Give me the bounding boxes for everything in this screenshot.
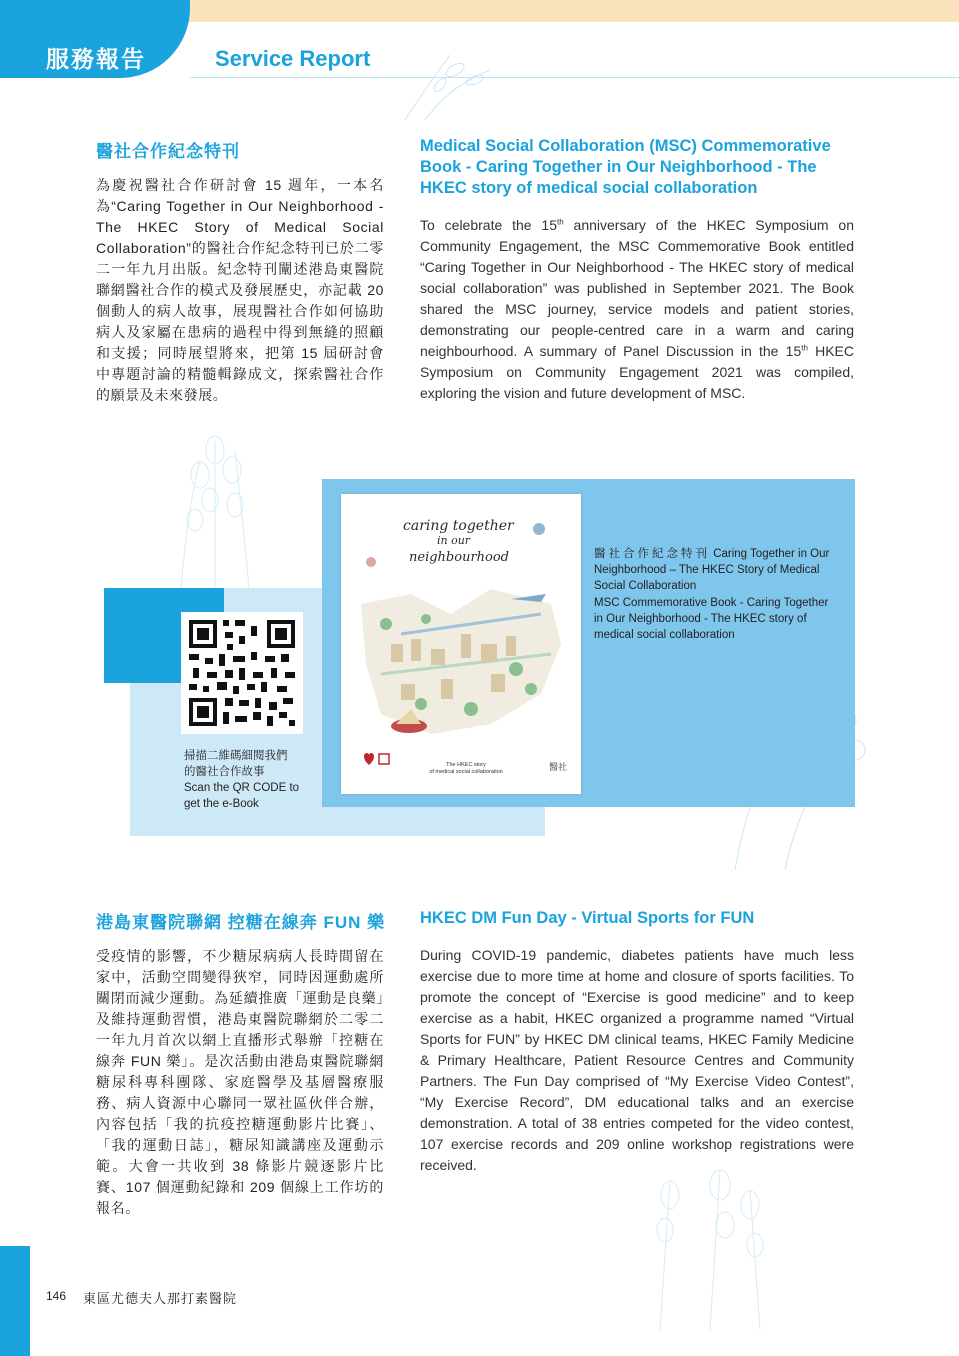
qr-caption [184, 748, 334, 812]
dm-body-en: During COVID-19 pandemic, diabetes patients have much less exercise due to more time at home and closure of sports facilities. To promote the concept of “Exercise is good medicine” and to keep exercise as a habit, HKEC organized a programme named “Virtual Sports for FUN” by HKEC DM clinical teams, HKEC Family Medicine & Primary Healthcare, Patient Resource Centres and Community Partners. The Fun Day comprised of “My Exercise Video Contest”, “My Exercise Record”, DM educational talks and an exercise demonstration. A total of 38 entries competed for the video contest, 107 exercise records and 209 online workshop registrations were received. [420, 947, 854, 1173]
header-divider [190, 77, 959, 78]
cover-subtitle [411, 762, 521, 776]
cover-title-line: caring together [403, 518, 514, 534]
flower-decoration-icon [395, 50, 505, 125]
cover-subtitle-line: The HKEC story [446, 762, 486, 768]
header-title-zh: 服務報告 [46, 46, 146, 72]
msc-body-part: anniversary of the HKEC Symposium on Community Engagement, the MSC Commemorative Book entitled “Caring Together in Our Neighborhood - The HKEC story of medical social collaboration” was published in September 2021. The Book shared the MSC journey, service models and patient stories, demonstrating our people-centred care in a warm and caring neighbourhood. A summary of Panel Discussion in the 15 [420, 217, 854, 359]
flower-decoration-icon [140, 420, 290, 600]
qr-code-icon [181, 612, 303, 734]
dm-heading-en: HKEC DM Fun Day - Virtual Sports for FUN [420, 909, 755, 927]
dm-heading-zh: 港島東醫院聯網 控糖在線奔 FUN 樂 [96, 913, 386, 932]
cover-title-line: in our [437, 534, 471, 547]
msc-heading-en: Medical Social Collaboration (MSC) Commemorative Book - Caring Together in Our Neighborhood - The HKEC story of medical social collaboration [420, 137, 831, 197]
book-caption [594, 546, 840, 594]
header-peach-band [186, 0, 959, 22]
book-caption-2: MSC Commemorative Book - Caring Together in Our Neighborhood - The HKEC story of medical social collaboration [594, 597, 829, 641]
book-cover [341, 494, 581, 794]
qr-code[interactable] [181, 612, 303, 734]
qr-caption-zh-line: 掃描二維碼細閱我們 [184, 750, 288, 762]
header-title-en: Service Report [215, 46, 371, 71]
book-caption-zh: 醫社合作紀念特刊 [594, 548, 710, 560]
footer-accent-bar [0, 1246, 30, 1356]
msc-body-en [420, 215, 854, 404]
dm-body-zh: 受疫情的影響，不少糖尿病病人長時間留在家中，活動空間變得狹窄，同時因運動處所關閉而減少運動。為延續推廣「運動是良藥」及維持運動習慣，港島東醫院聯網於二零二一年九月首次以網上直播形式舉辦「控糖在線奔 FUN 樂」。是次活動由港島東醫院聯網糖尿科專科團隊、家庭醫學及基層醫療服務、病人資源中心聯同一眾社區伙伴合辦，內容包括「我的抗疫控糖運動影片比賽」、「我的運動日誌」，糖尿知識講座及運動示範。大會一共收到 38 條影片競逐影片比賽、107 個運動紀錄和 209 個線上工作坊的報名。 [96, 948, 384, 1216]
footer-org-name: 東區尤德夫人那打素醫院 [83, 1291, 238, 1306]
cover-subtitle-line: of medical social collaboration [429, 769, 503, 775]
qr-caption-en-line: Scan the QR CODE to [184, 782, 300, 794]
msc-body-part: HKEC Symposium on Community Engagement 2021 was compiled, exploring the vision and future development of MSC. [420, 343, 854, 401]
superscript: th [801, 343, 808, 353]
superscript: th [557, 217, 564, 227]
msc-body-part: To celebrate the 15 [420, 217, 558, 233]
flower-decoration-icon [600, 1150, 820, 1330]
qr-caption-zh-line: 的醫社合作故事 [184, 766, 265, 778]
cover-tag: 醫社 [549, 762, 568, 772]
cover-logo-icon [361, 749, 391, 769]
cover-title-line: neighbourhood [409, 550, 510, 565]
msc-heading-zh: 醫社合作紀念特刊 [96, 142, 240, 161]
page-number: 146 [46, 1289, 67, 1303]
qr-caption-en-line: get the e-Book [184, 798, 259, 810]
msc-body-zh: 為慶祝醫社合作研討會 15 週年，一本名為“Caring Together in Our Neighborhood - The HKEC Story of Medical Social Collaboration”的醫社合作紀念特刊已於二零二一年九月出版。紀念特刊闡述港島東醫院聯網醫社合作的模式及發展歷史，亦記載 20 個動人的病人故事，展現醫社合作如何協助病人及家屬在患病的過程中得到無縫的照顧和支援；同時展望將來，把第 15 屆研討會中專題討論的精髓輯錄成文，探索醫社合作的願景及未來發展。 [96, 177, 384, 403]
book-caption-en: Caring Together in Our Neighborhood – The HKEC Story of Medical Social Collaboration [594, 548, 830, 592]
